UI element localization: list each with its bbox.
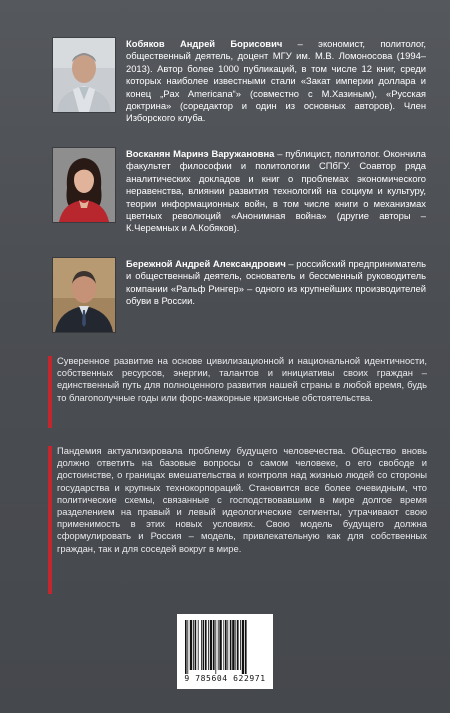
portrait-icon [53, 38, 115, 112]
barcode-bar [195, 620, 197, 670]
barcode-bar [218, 620, 219, 670]
bio-berezhnoy [126, 258, 426, 308]
author-name: Восканян Маринэ Варужановна [126, 148, 275, 159]
accent-bar [48, 446, 52, 594]
barcode-bar [205, 620, 207, 670]
author-bio: – российский предприниматель и общественный деятель, основатель и бессменный руководитель компании «Ральф Рингер» – одного из крупнейших производителей обуви в России. [126, 258, 427, 307]
barcode-bar [242, 620, 244, 674]
barcode-bar [213, 620, 215, 670]
barcode-bar [203, 620, 205, 670]
quote-pandemic: Пандемия актуализировала проблему будущего человечества. Общество вновь должно ответить на базовые вопросы о самом человеке, о его свободе и достоинстве, о границах вмешательства и контроля над жизнью людей со стороны государства и крупных технокорпораций. Становится все более очевидным, что политические схемы, связанные с господствовавшим в мире долгое время разделением на правый и левый идеологические сегменты, утрачивают свою применимость в этих новых условиях. Свою модель будущего должна сформулировать и Россия – модель, привлекательную как для собственных граждан, так и для соседей вокруг в мире. [57, 445, 427, 554]
portrait-icon [53, 148, 115, 222]
barcode-bar [225, 620, 227, 670]
barcode-bar [223, 620, 224, 670]
barcode-bar [245, 620, 247, 674]
barcode-bar [190, 620, 192, 670]
barcode-icon [183, 620, 267, 674]
author-name: Кобяков Андрей Борисович [126, 38, 283, 49]
barcode-bar [185, 620, 187, 674]
author-name: Бережной Андрей Александрович [126, 258, 286, 269]
bio-voskanyan [126, 148, 426, 235]
barcode-bar [210, 620, 212, 670]
barcode-bar [219, 620, 221, 670]
barcode-bar [235, 620, 236, 670]
author-photo-kobyakov [53, 38, 115, 112]
author-bio: – экономист, политолог, общественный деятель, доцент МГУ им. М.В. Ломоносова (1994–2013). Автор более 1000 публикаций, в том числе 12 книг, среди которых наиболее известными стали «Закат империи доллара и конец „Pax Americana“» (совместно с М.Хазиным), «Русская доктрина» (соредактор и один из основных авторов). Член Изборского клуба. [126, 38, 426, 124]
barcode-bar [198, 620, 199, 670]
barcode-bar [237, 620, 239, 670]
bio-kobyakov [126, 38, 426, 125]
barcode-bar [193, 620, 194, 670]
barcode-bar [227, 620, 228, 670]
author-bio: – публицист, политолог. Окончила факультет философии и политологии СПбГУ. Соавтор ряда аналитических докладов и книг о проблемах экономического неравенства, влиянии развития технологий на социум и культуру, теории информационных войн, в том числе книги о механизмах цветных революций «Анонимная война» (другие авторы – К.Черемных и А.Кобяков). [126, 148, 426, 234]
barcode-bar [187, 620, 188, 674]
barcode-number: 9 785604 622971 [184, 674, 266, 683]
quote-sovereign: Суверенное развитие на основе цивилизационной и национальной идентичности, собственных ресурсов, энергии, талантов и инициативы своих граждан – единственный путь для полноценного развития нашей страны в любой время, будь то благополучные годы или форс-мажорные кризисные обстоятельства. [57, 355, 427, 403]
isbn-barcode [177, 614, 273, 689]
barcode-bar [201, 620, 202, 670]
barcode-bar [240, 620, 241, 670]
author-photo-voskanyan [53, 148, 115, 222]
barcode-bar [208, 620, 209, 670]
author-photo-berezhnoy [53, 258, 115, 332]
barcode-bar [230, 620, 232, 670]
barcode-bar [232, 620, 234, 670]
portrait-icon [53, 258, 115, 332]
accent-bar [48, 356, 52, 428]
barcode-bar [215, 620, 216, 674]
